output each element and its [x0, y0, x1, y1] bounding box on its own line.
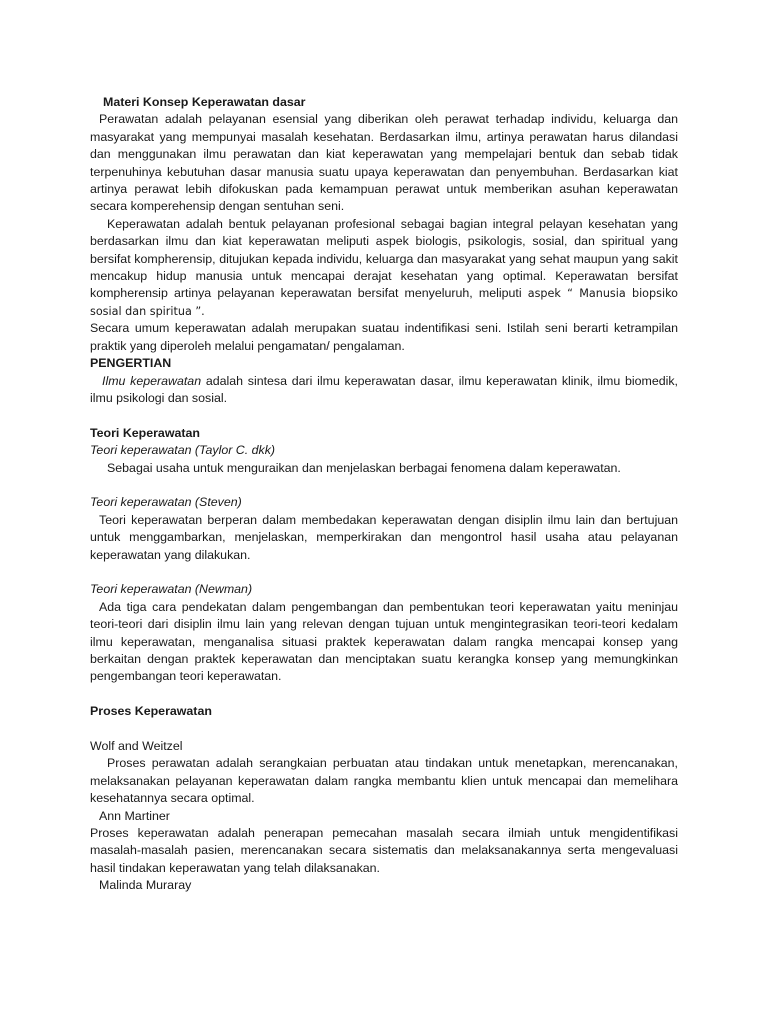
pengertian-text: adalah sintesa dari ilmu keperawatan dasar, ilmu keperawatan klinik, ilmu biomedik, ilmu psikologi dan sosial.: [90, 373, 678, 405]
teori-label-steven: Teori keperawatan (Steven): [90, 495, 242, 510]
intro-paragraph-1: Perawatan adalah pelayanan esensial yang diberikan oleh perawat terhadap individu, keluarga dan masyarakat yang mempunyai masalah kesehatan. Berdasarkan ilmu, artinya perawatan harus dilandasi dan menggunakan ilmu perawatan dan kiat keperawatan yang mempelajari bentuk dan sebab tidak terpenuhinya kebutuhan dasar manusia suatu upaya keperawatan dan penyembuhan. Berdasarkan kiat artinya perawat lebih difokuskan pada kemampuan perawat untuk memberikan asuhan keperawatan secara komperehensip dengan sentuhan seni.: [90, 112, 678, 214]
document-body: [90, 94, 678, 895]
intro-paragraph-2-text: Keperawatan adalah bentuk pelayanan profesional sebagai bagian integral pelayan kesehatan yang berdasarkan ilmu dan kiat keperawatan meliputi aspek biologis, psikologis, sosial, dan spiritual yang bersifat kompherensip, ditujukan kepada individu, keluarga dan masyarakat yang sehat maupun yang sakit mencakup hidup manusia untuk mencapai derajat kesehatan yang optimal. Keperawatan bersifat kompherensip artinya pelayanan keperawatan bersifat menyeluruh, meliputi: [90, 216, 678, 301]
teori-text-taylor: Sebagai usaha untuk menguraikan dan menjelaskan berbagai fenomena dalam keperawatan.: [107, 460, 621, 475]
teori-heading: Teori Keperawatan: [90, 425, 200, 440]
pengertian-term: Ilmu keperawatan: [102, 373, 202, 388]
spacer: [90, 686, 678, 703]
document-title: Materi Konsep Keperawatan dasar: [103, 95, 306, 109]
proses-author-martiner: Ann Martiner: [99, 808, 170, 823]
spacer: [90, 407, 678, 424]
intro-paragraph-3: Secara umum keperawatan adalah merupakan suatau indentifikasi seni. Istilah seni berarti ketrampilan praktik yang diperoleh melalui pengamatan/ pengalaman.: [90, 321, 678, 353]
pengertian-paragraph: [90, 373, 678, 408]
spacer: [90, 477, 678, 494]
spacer: [90, 564, 678, 581]
teori-text-newman: Ada tiga cara pendekatan dalam pengembangan dan pembentukan teori keperawatan yaitu meninjau teori-teori dari disiplin ilmu lain yang relevan dengan tujuan untuk mengintegrasikan teori-teori kedalam ilmu keperawatan, menganalisa situasi praktek keperawatan dalam rangka mencapai konsep yang berkaitan dengan praktek keperawatan dan menciptakan suatu kerangka konsep yang memungkinkan pengembangan teori keperawatan.: [90, 599, 678, 684]
proses-author-muraray: Malinda Muraray: [99, 878, 192, 893]
spacer: [90, 721, 678, 738]
pengertian-heading: PENGERTIAN: [90, 356, 172, 371]
proses-author-wolf: Wolf and Weitzel: [90, 738, 183, 753]
proses-heading: Proses Keperawatan: [90, 704, 212, 719]
teori-label-newman: Teori keperawatan (Newman): [90, 582, 253, 597]
teori-text-steven: Teori keperawatan berperan dalam membedakan keperawatan dengan disiplin ilmu lain dan bertujuan untuk menggambarkan, menjelaskan, memperkirakan dan mengontrol hasil usaha atau pelayanan keperawatan yang dilakukan.: [90, 512, 678, 562]
intro-paragraph-2-aspect: aspek “ Manusia biopsiko sosial dan spiritua ”.: [90, 287, 678, 318]
intro-paragraph-2: [90, 216, 678, 320]
proses-text-martiner: Proses keperawatan adalah penerapan pemecahan masalah secara ilmiah untuk mengidentifikasi masalah-masalah pasien, merencanakan secara sistematis dan melaksanakannya serta mengevaluasi hasil tindakan keperawatan yang telah dilaksanakan.: [90, 825, 678, 875]
proses-text-wolf: Proses perawatan adalah serangkaian perbuatan atau tindakan untuk menetapkan, merencanakan, melaksanakan pelayanan keperawatan dalam rangka membantu klien untuk mencapai dan memelihara kesehatannya secara optimal.: [90, 756, 678, 806]
teori-label-taylor: Teori keperawatan (Taylor C. dkk): [90, 443, 276, 458]
